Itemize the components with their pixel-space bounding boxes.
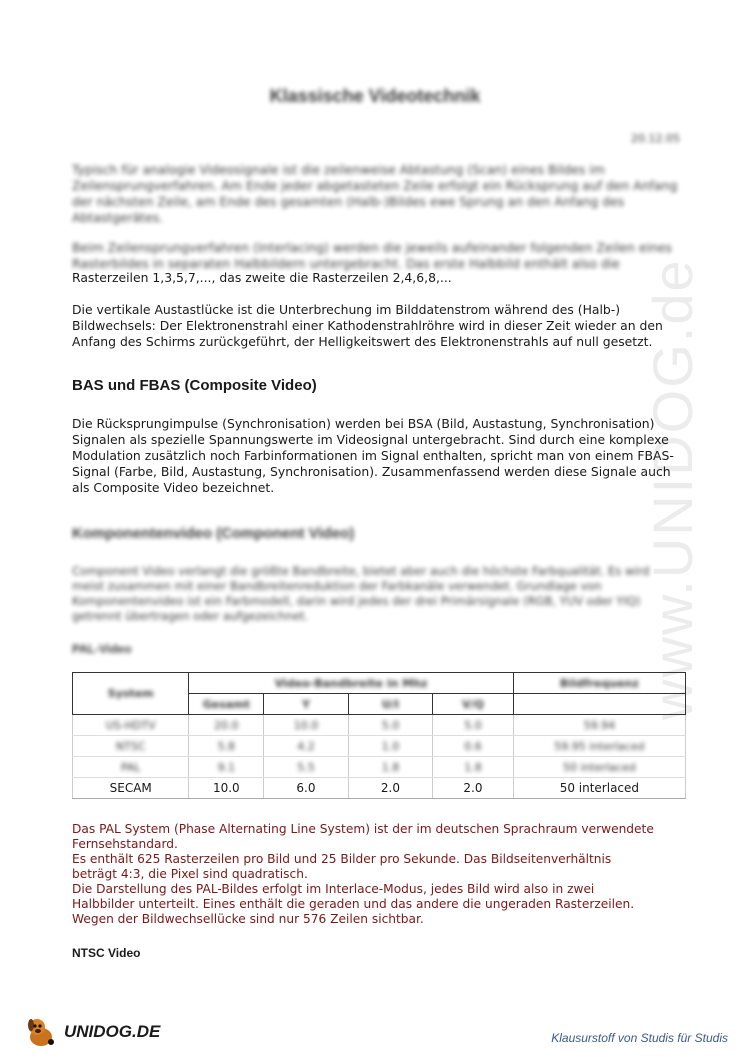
cell-frequency: 50 interlaced xyxy=(513,778,685,799)
cell-system: PAL xyxy=(73,757,189,778)
cell-vq: 2.0 xyxy=(433,778,514,799)
intro-paragraph-2-clear: Rasterzeilen 1,3,5,7,..., das zweite die Rasterzeilen 2,4,6,8,... xyxy=(72,270,452,285)
cell-vq: 5.0 xyxy=(433,715,514,736)
pal-line: Wegen der Bildwechsellücke sind nur 576 Zeilen sichtbar. xyxy=(72,912,424,926)
bas-paragraph: Die Rücksprungimpulse (Synchronisation) werden bei BSA (Bild, Austastung, Synchronisation) Signalen als spezielle Spannungswerte im Videosignal untergebracht. Sind durch eine komplexe Modulation zusätzlich noch Farbinformationen im Signal enthalten, spricht man von einem FBAS-Signal (Farbe, Bild, Austastung, Synchronisation). Zusammenfassend werden diese Signale auch als Composite Video bezeichnet. xyxy=(72,416,674,495)
pal-line: beträgt 4:3, die Pixel sind quadratisch. xyxy=(72,867,308,881)
th-frequency: Bildfrequenz xyxy=(513,673,685,694)
th-vq: V/Q xyxy=(433,694,514,715)
logo-text: UNIDOG.DE xyxy=(64,1022,161,1041)
heading-ntsc-video: NTSC Video xyxy=(72,946,141,960)
watermark-text: www.UNIDOG.de xyxy=(641,258,704,720)
th-total: Gesamt xyxy=(189,694,264,715)
cell-ui: 1.0 xyxy=(348,736,432,757)
cell-ui: 5.0 xyxy=(348,715,432,736)
cell-system: NTSC xyxy=(73,736,189,757)
cell-frequency: 50 interlaced xyxy=(513,757,685,778)
cell-vq: 1.8 xyxy=(433,757,514,778)
pal-description xyxy=(72,822,682,927)
cell-ui: 2.0 xyxy=(348,778,432,799)
heading-bas-fbas: BAS und FBAS (Composite Video) xyxy=(72,377,317,394)
cell-total: 9.1 xyxy=(189,757,264,778)
pal-line: Fernsehstandard. xyxy=(72,837,178,851)
cell-y: 6.0 xyxy=(264,778,349,799)
th-empty xyxy=(513,694,685,715)
intro-paragraph-2-blurred: Beim Zeilensprungverfahren (Interlacing) werden die jeweils aufeinander folgenden Zeilen eines Rasterbildes in separaten Halbbildern untergebracht. Das erste Halbbild enthält also die xyxy=(72,240,672,271)
footer-tagline: Klausurstoff von Studis für Studis xyxy=(551,1031,728,1045)
cell-system: US-HDTV xyxy=(73,715,189,736)
component-paragraph: Component Video verlangt die größte Bandbreite, bietet aber auch die höchste Farbqualität. Es wird meist zusammen mit einer Bandbreitenreduktion der Farbkanäle verwendet. Grundlage von Komponentenvideo ist ein Farbmodell, darin wird jedes der drei Primärsignale (RGB, YUV oder YIQ) getrennt übertragen oder aufgezeichnet. xyxy=(72,564,650,623)
th-bandwidth: Video-Bandbreite in Mhz xyxy=(189,673,513,694)
heading-pal-video-blurred: PAL-Video xyxy=(72,642,132,656)
cell-y: 10.0 xyxy=(264,715,349,736)
pal-line: Halbbilder unterteilt. Eines enthält die geraden und das andere die ungeraden Rasterzeilen. xyxy=(72,897,635,911)
cell-y: 5.5 xyxy=(264,757,349,778)
intro-paragraph-1: Typisch für analogie Videosignale ist die zeilenweise Abtastung (Scan) eines Bildes im Zeilensprungverfahren. Am Ende jeder abgetasteten Zeile erfolgt ein Rücksprung auf den Anfang der nächsten Zeile, am Ende des gesamten (Halb-)Bildes ewe Sprung an den Anfang des Abtastgerätes. xyxy=(72,162,678,225)
table-row xyxy=(73,757,686,778)
unidog-logo xyxy=(24,1016,160,1048)
video-bandwidth-table xyxy=(72,672,686,799)
heading-component-video: Komponentenvideo (Component Video) xyxy=(72,525,355,542)
intro-paragraph-3: Die vertikale Austastlücke ist die Unterbrechung im Bilddatenstrom während des (Halb-) Bildwechsels: Der Elektronenstrahl einer Kathodenstrahlröhre wird in dieser Zeit wieder an den Anfang des Schirms zurückgeführt, der Helligkeitswert des Elektronenstrahls auf null gesetzt. xyxy=(72,302,663,349)
cell-frequency: 59.95 interlaced xyxy=(513,736,685,757)
page-title: Klassische Videotechnik xyxy=(269,86,481,106)
pal-line: Die Darstellung des PAL-Bildes erfolgt im Interlace-Modus, jedes Bild wird also in zwei xyxy=(72,882,595,896)
cell-ui: 1.8 xyxy=(348,757,432,778)
th-ui: U/I xyxy=(348,694,432,715)
th-y: Y xyxy=(264,694,349,715)
th-system: System xyxy=(73,673,189,715)
table-row xyxy=(73,736,686,757)
cell-frequency: 59.94 xyxy=(513,715,685,736)
table-row xyxy=(73,715,686,736)
pal-line: Es enthält 625 Rasterzeilen pro Bild und 25 Bilder pro Sekunde. Das Bildseitenverhältnis xyxy=(72,852,612,866)
table-row xyxy=(73,778,686,799)
cell-system: SECAM xyxy=(73,778,189,799)
page-date: 20.12.05 xyxy=(631,132,680,145)
cell-y: 4.2 xyxy=(264,736,349,757)
cell-total: 5.8 xyxy=(189,736,264,757)
cell-total: 20.0 xyxy=(189,715,264,736)
pal-line: Das PAL System (Phase Alternating Line System) ist der im deutschen Sprachraum verwendete xyxy=(72,822,654,836)
cell-total: 10.0 xyxy=(189,778,264,799)
cell-vq: 0.6 xyxy=(433,736,514,757)
dog-icon xyxy=(24,1016,58,1048)
